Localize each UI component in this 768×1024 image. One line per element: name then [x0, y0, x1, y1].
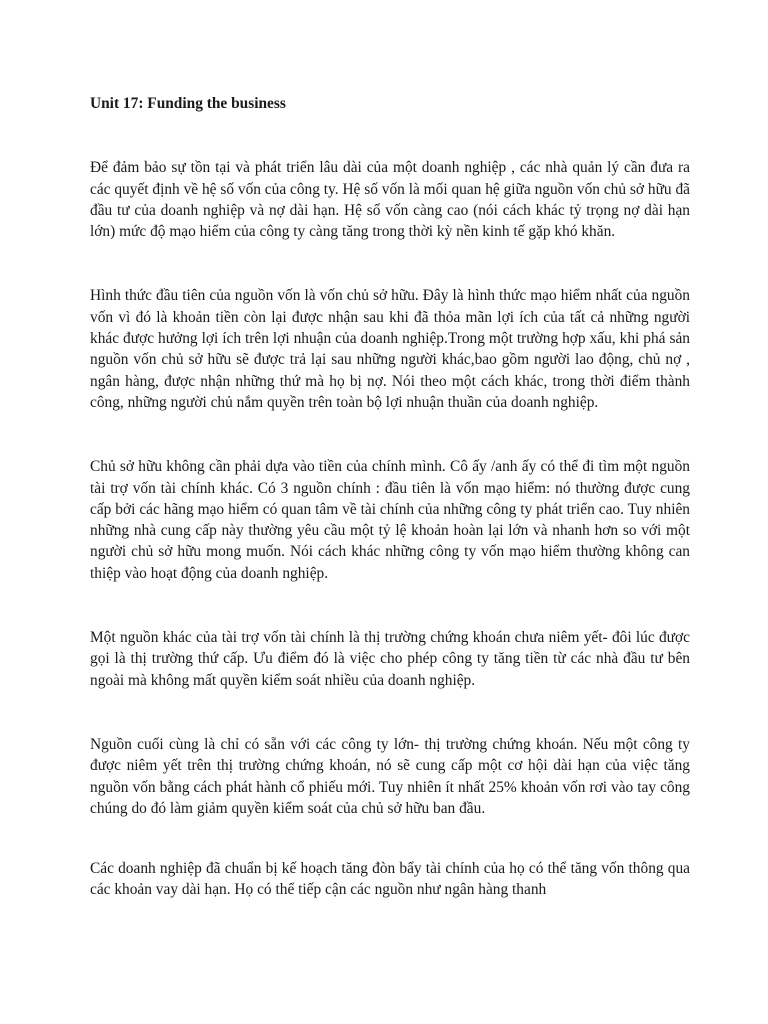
- paragraph-capital-gearing: Để đảm bảo sự tồn tại và phát triển lâu dài của một doanh nghiệp , các nhà quản lý cần đưa ra các quyết định về hệ số vốn của công ty. Hệ số vốn là mối quan hệ giữa nguồn vốn chủ sở hữu đã đầu tư của doanh nghiệp và nợ dài hạn. Hệ số vốn càng cao (nói cách khác tỷ trọng nợ dài hạn lớn) mức độ mạo hiểm của công ty càng tăng trong thời kỳ nền kinh tế gặp khó khăn.: [90, 159, 690, 241]
- paragraph-equity-capital: Hình thức đầu tiên của nguồn vốn là vốn chủ sở hữu. Đây là hình thức mạo hiểm nhất của nguồn vốn vì đó là khoản tiền còn lại được nhận sau khi đã thỏa mãn lợi ích của tất cả những người khác được hưởng lợi ích trên lợi nhuận của doanh nghiệp.Trong một trường hợp xấu, khi phá sản nguồn vốn chủ sở hữu sẽ được trả lại sau những người khác,bao gồm người lao động, chủ nợ , ngân hàng, được nhận những thứ mà họ bị nợ. Nói theo một cách khác, trong thời điểm thành công, những người chủ nắm quyền trên toàn bộ lợi nhuận thuần của doanh nghiệp.: [90, 287, 690, 411]
- paragraph-venture-capital: Chủ sở hữu không cần phải dựa vào tiền của chính mình. Cô ấy /anh ấy có thể đi tìm một nguồn tài trợ vốn tài chính khác. Có 3 nguồn chính : đầu tiên là vốn mạo hiểm: nó thường được cung cấp bởi các hãng mạo hiểm có quan tâm về tài chính của những công ty phát triển cao. Tuy nhiên những nhà cung cấp này thường yêu cầu một tỷ lệ khoản hoàn lại lớn và nhanh hơn so với một người chủ sở hữu mong muốn. Nói cách khác những công ty vốn mạo hiểm thường không can thiệp vào hoạt động của doanh nghiệp.: [90, 458, 690, 582]
- paragraph-unlisted-securities-market: Một nguồn khác của tài trợ vốn tài chính là thị trường chứng khoán chưa niêm yết- đôi lúc được gọi là thị trường thứ cấp. Ưu điểm đó là việc cho phép công ty tăng tiền từ các nhà đầu tư bên ngoài mà không mất quyền kiểm soát nhiều của doanh nghiệp.: [90, 629, 690, 689]
- paragraph-long-term-loans: Các doanh nghiệp đã chuẩn bị kế hoạch tăng đòn bẩy tài chính của họ có thể tăng vốn thông qua các khoản vay dài hạn. Họ có thể tiếp cận các nguồn như ngân hàng thanh: [90, 860, 690, 899]
- document-title: Unit 17: Funding the business: [90, 95, 286, 112]
- document-page: [90, 93, 690, 901]
- paragraph-stock-exchange: Nguồn cuối cùng là chỉ có sẵn với các công ty lớn- thị trường chứng khoán. Nếu một công ty được niêm yết trên thị trường chứng khoán, nó sẽ cung cấp một cơ hội dài hạn của việc tăng nguồn vốn bằng cách phát hành cổ phiếu mới. Tuy nhiên ít nhất 25% khoản vốn rơi vào tay công chúng do đó làm giảm quyền kiểm soát của chủ sở hữu ban đầu.: [90, 735, 690, 817]
